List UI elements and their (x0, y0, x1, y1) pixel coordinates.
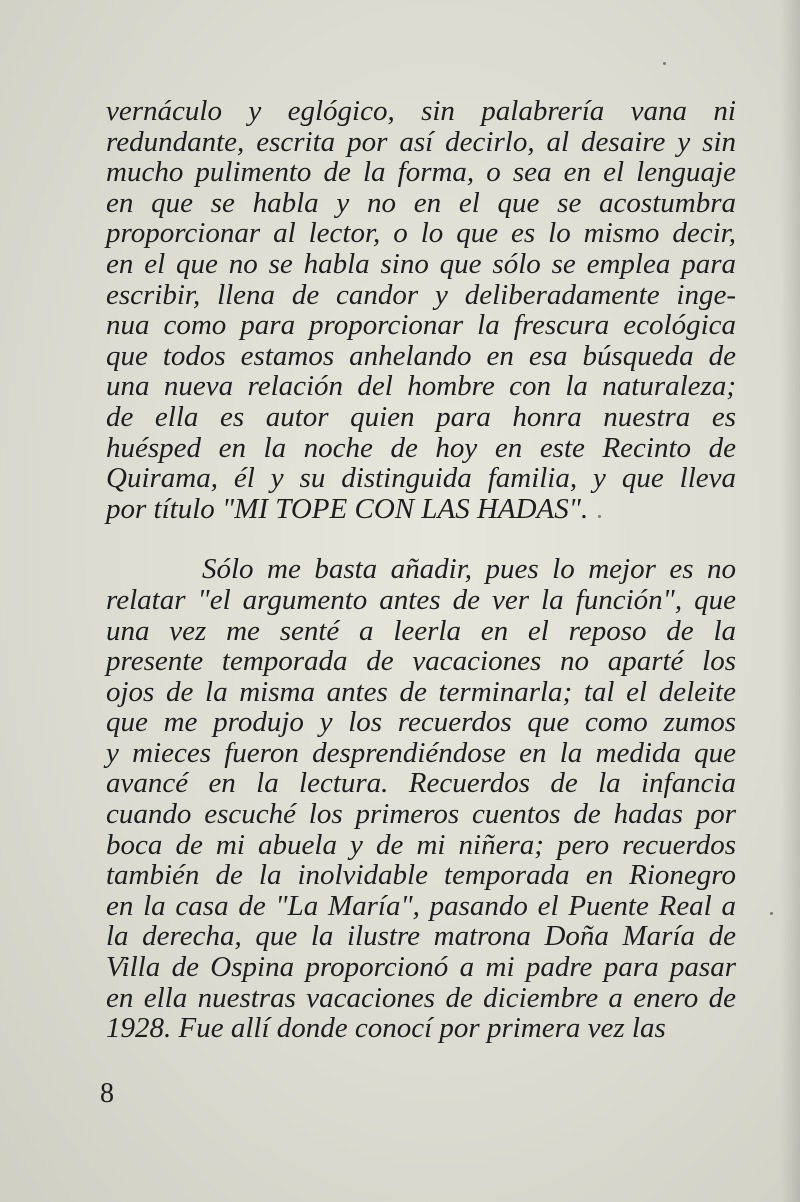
paragraph-container (106, 96, 736, 1044)
text-line: boca de mi abuela y de mi niñera; pero recuerdos (106, 828, 736, 861)
text-line: en el que no se habla sino que sólo se emplea para (106, 247, 736, 280)
text-line: que me produjo y los recuerdos que como zumos (106, 706, 736, 739)
text-line: huésped en la noche de hoy en este Recinto de (106, 431, 736, 464)
text-line: y mieces fueron desprendiéndose en la medida que (106, 736, 736, 769)
text-line: proporcionar al lector, o lo que es lo mismo decir, (106, 217, 736, 250)
text-line: mucho pulimento de la forma, o sea en el lenguaje (106, 156, 736, 189)
text-line: nua como para proporcionar la frescura ecológica (106, 309, 736, 342)
text-line: por título "MI TOPE CON LAS HADAS". (106, 492, 589, 525)
text-line: Villa de Ospina proporcionó a mi padre para pasar (106, 951, 736, 984)
text-line: ojos de la misma antes de terminarla; tal el deleite (106, 675, 736, 708)
text-line: la derecha, que la ilustre matrona Doña María de (106, 920, 736, 953)
text-line: una vez me senté a leerla en el reposo de la (106, 614, 736, 647)
page-edge-shadow (780, 0, 800, 1202)
paragraph (106, 96, 736, 524)
text-line: relatar "el argumento antes de ver la función", que (106, 583, 736, 616)
text-line: Quirama, él y su distinguida familia, y que lleva (106, 462, 736, 495)
text-line: que todos estamos anhelando en esa búsqueda de (106, 339, 736, 372)
text-line: en la casa de "La María", pasando el Puente Real a (106, 889, 736, 922)
text-line: escribir, llena de candor y deliberadamente inge- (106, 278, 736, 311)
paper-speck (770, 912, 773, 915)
text-line: también de la inolvidable temporada en Rionegro (106, 859, 736, 892)
paragraph (106, 554, 736, 1044)
text-line: 1928. Fue allí donde conocí por primera vez las (106, 1012, 666, 1045)
text-line: de ella es autor quien para honra nuestra es (106, 400, 736, 433)
text-line: en ella nuestras vacaciones de diciembre a enero de (106, 981, 736, 1014)
text-line: Sólo me basta añadir, pues lo mejor es no (202, 553, 736, 586)
body-text (106, 96, 736, 1044)
page-number: 8 (100, 1078, 114, 1109)
text-line: en que se habla y no en el que se acostumbra (106, 186, 736, 219)
text-line: vernáculo y eglógico, sin palabrería vana ni (106, 95, 736, 127)
paper-speck (663, 62, 666, 65)
text-line: avancé en la lectura. Recuerdos de la infancia (106, 767, 736, 800)
text-line: redundante, escrita por así decirlo, al desaire y sin (106, 125, 736, 158)
text-line: una nueva relación del hombre con la naturaleza; (106, 370, 736, 403)
text-line: presente temporada de vacaciones no aparté los (106, 645, 736, 678)
text-line: cuando escuché los primeros cuentos de hadas por (106, 798, 736, 831)
